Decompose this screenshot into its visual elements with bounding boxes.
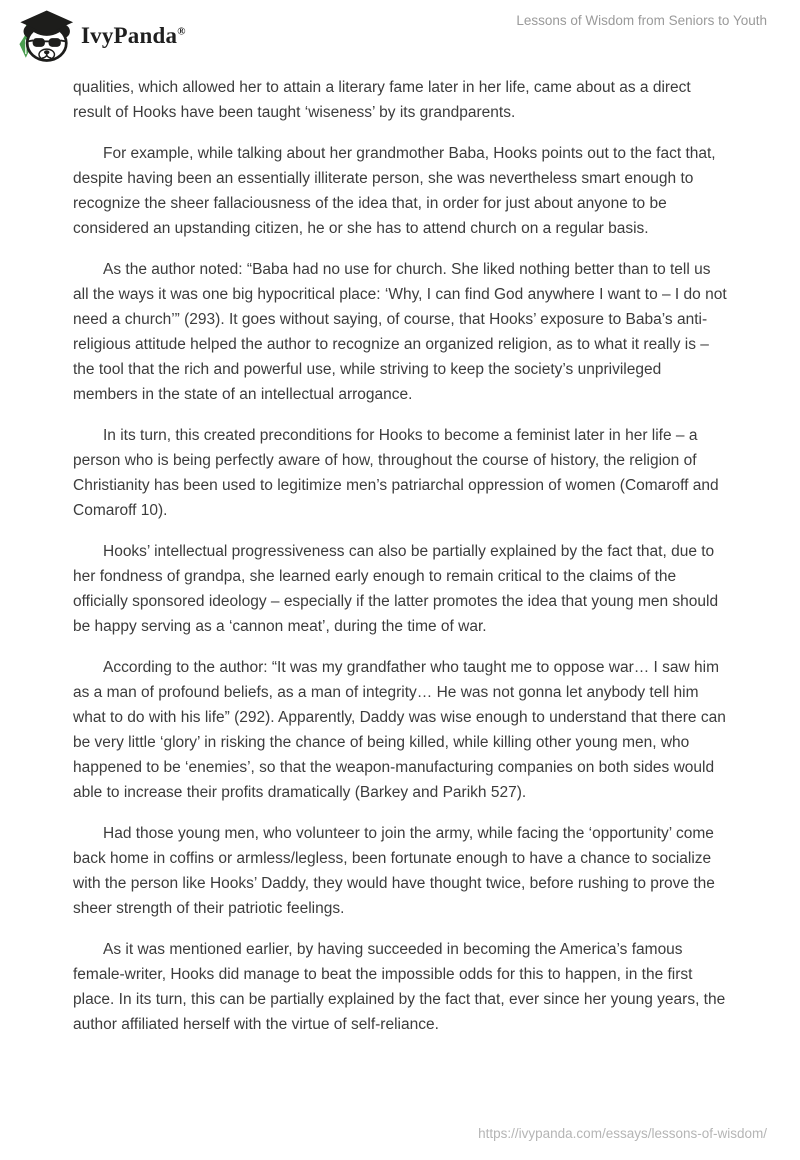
essay-paragraph: In its turn, this created preconditions for Hooks to become a feminist later in her life – a person who is being perfectly aware of how, throughout the course of history, the religion of Christianity has been used to legitimize men’s patriarchal oppression of women (Comaroff and Comaroff 10).: [73, 427, 719, 519]
brand-name: [81, 24, 186, 47]
source-url: https://ivypanda.com/essays/lessons-of-wisdom/: [478, 1126, 767, 1141]
registered-mark: ®: [177, 24, 186, 37]
essay-content: [73, 75, 730, 1053]
essay-paragraph: According to the author: “It was my grandfather who taught me to oppose war… I saw him as a man of profound beliefs, as a man of integrity… He was not gonna let anybody tell him what to do with his life” (292). Apparently, Daddy was wise enough to understand that there can be very little ‘glory’ in risking the chance of being killed, while killing other young men, who happened to be ‘enemies’, so that the weapon-manufacturing companies on both sides would able to increase their profits dramatically (Barkey and Parikh 527).: [73, 659, 726, 801]
essay-paragraph: Had those young men, who volunteer to join the army, while facing the ‘opportunity’ come back home in coffins or armless/legless, been fortunate enough to have a chance to socialize with the person like Hooks’ Daddy, they would have thought twice, before rushing to prove the sheer strength of their patriotic feelings.: [73, 825, 715, 917]
ivypanda-logo-icon: [14, 8, 74, 62]
essay-paragraph: For example, while talking about her grandmother Baba, Hooks points out to the fact that, despite having been an essentially illiterate person, she was nevertheless smart enough to recognize the sheer fallaciousness of the idea that, in order for just about anyone to be considered an upstanding citizen, he or she has to attend church on a regular basis.: [73, 145, 716, 237]
essay-paragraph: As the author noted: “Baba had no use for church. She liked nothing better than to tell us all the ways it was one big hypocritical place: ‘Why, I can find God anywhere I want to – I do not need a church’” (293). It goes without saying, of course, that Hooks’ exposure to Baba’s anti-religious attitude helped the author to recognize an organized religion, as to what it really is – the tool that the rich and powerful use, while striving to keep the society’s unprivileged members in the state of an intellectual arrogance.: [73, 261, 727, 403]
header: [14, 8, 186, 62]
essay-paragraph: qualities, which allowed her to attain a literary fame later in her life, came about as a direct result of Hooks have been taught ‘wiseness’ by its grandparents.: [73, 79, 691, 121]
document-title: Lessons of Wisdom from Seniors to Youth: [516, 13, 767, 28]
essay-paragraph: Hooks’ intellectual progressiveness can also be partially explained by the fact that, due to her fondness of grandpa, she learned early enough to remain critical to the claims of the officially sponsored ideology – especially if the latter promotes the idea that young men should be happy serving as a ‘cannon meat’, during the time of war.: [73, 543, 719, 635]
brand-text: IvyPanda: [81, 22, 178, 48]
essay-paragraph: As it was mentioned earlier, by having succeeded in becoming the America’s famous female-writer, Hooks did manage to beat the impossible odds for this to happen, in the first place. In its turn, this can be partially explained by the fact that, ever since her young years, the author affiliated herself with the virtue of self-reliance.: [73, 941, 726, 1033]
